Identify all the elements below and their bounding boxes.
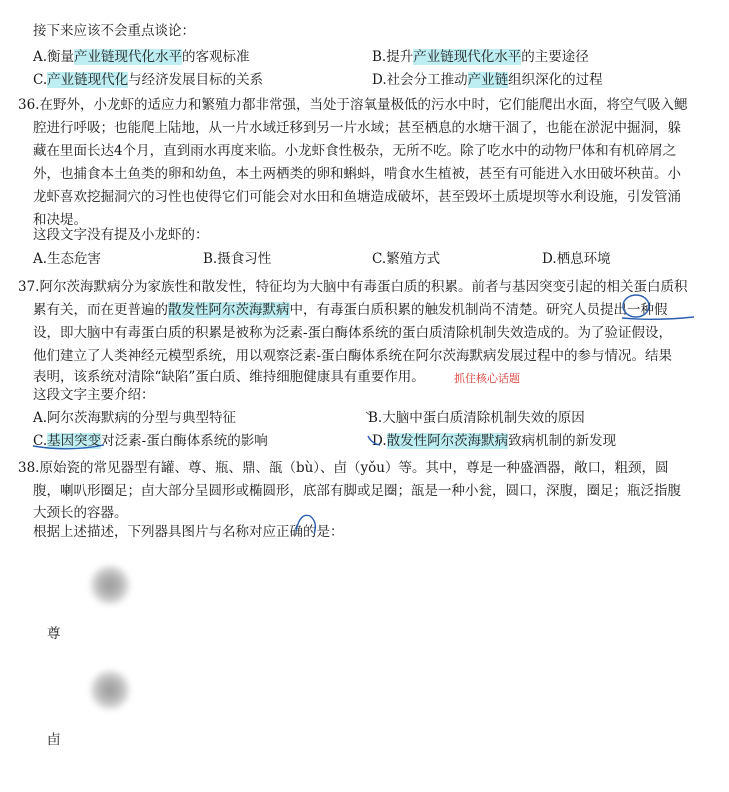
q36-option-a[interactable]: A.生态危害	[33, 251, 102, 267]
highlighted-text: 产业链现代化水平	[413, 49, 522, 65]
q37-line-1: 37.阿尔茨海默病分为家族性和散发性，特征均为大脑中有毒蛋白质的积累。前者与基因突变引起的相关蛋白质积	[18, 279, 688, 295]
option-text: C.	[33, 72, 48, 88]
q36-option-b[interactable]: B.摄食习性	[203, 251, 272, 267]
option-text: B.提升	[372, 49, 414, 65]
q35-option-d[interactable]	[372, 71, 603, 89]
q37-option-d[interactable]	[372, 432, 616, 450]
q35-option-a[interactable]	[33, 48, 250, 66]
highlighted-text: 散发性阿尔茨海默病	[386, 433, 509, 449]
q36-line-1: 36.在野外，小龙虾的适应力和繁殖力都非常强，当处于溶氧量极低的污水中时，它们能爬出水面，将空气吸入鳃	[18, 97, 688, 113]
option-text: 的客观标准	[182, 49, 250, 65]
q35-option-c[interactable]	[33, 71, 263, 89]
q36-prompt: 这段文字没有提及小龙虾的：	[33, 227, 209, 243]
q37-option-a[interactable]: A.阿尔茨海默病的分型与典型特征	[33, 410, 237, 426]
option-text: D.社会分工推动	[372, 72, 468, 88]
option-text: 致病机制的新发现	[508, 433, 617, 449]
q36-option-d[interactable]: D.栖息环境	[542, 251, 611, 267]
q36-option-c[interactable]: C.繁殖方式	[372, 251, 441, 267]
q36-line-3: 藏在里面长达4个月，直到雨水再度来临。小龙虾食性极杂，无所不吃。除了吃水中的动物尸体和有机碎屑之	[33, 143, 677, 159]
highlighted-text: 产业链现代化水平	[74, 49, 183, 65]
vessel-label-zun: 尊	[47, 626, 61, 642]
q37-line-4: 他们建立了人类神经元模型系统，用以观察泛素-蛋白酶体系统在阿尔茨海默病发展过程中的参与情况。结果	[33, 348, 673, 364]
highlighted-text: 散发性阿尔茨海默病	[168, 302, 290, 318]
option-text: D.	[372, 433, 387, 449]
q38-line-3: 大颈长的容器。	[33, 505, 128, 521]
highlighted-text: 产业链现代化	[47, 72, 129, 88]
q38-prompt: 根据上述描述，下列器具图片与名称对应正确的是：	[33, 524, 344, 540]
q36-line-2: 腔进行呼吸；也能爬上陆地，从一片水域迁移到另一片水域；甚至栖息的水塘干涸了，也能在淤泥中掘洞，躲	[33, 120, 681, 136]
q35-prompt: 接下来应该不会重点谈论：	[33, 23, 195, 39]
highlighted-text: 产业链	[467, 72, 509, 88]
q36-line-5: 龙虾喜欢挖掘洞穴的习性也使得它们可能会对水田和鱼塘造成破坏，甚至毁坏土质堤坝等水利设施，引发管涌	[33, 189, 681, 205]
q36-line-6: 和决堤。	[33, 212, 87, 228]
option-text: 与经济发展目标的关系	[128, 72, 264, 88]
option-text: 对泛素-蛋白酶体系统的影响	[101, 433, 268, 449]
highlighted-text: 基因突变	[47, 433, 102, 449]
body-text: 中，有毒蛋白质积累的触发机制尚不清楚。研究人员	[289, 302, 600, 318]
q37-line-3: 设，即大脑中有毒蛋白质的积累是被称为泛素-蛋白酶体系统的蛋白质清除机制失效造成的。为了验证假设，	[33, 325, 673, 341]
q38-line-2: 腹，喇叭形圈足；卣大部分呈圆形或椭圆形，底部有脚或足圈；瓿是一种小瓮，圆口，深腹，圈足；瓶泛指腹	[33, 483, 681, 499]
option-text: 组织深化的过程	[508, 72, 603, 88]
q37-line-5: 表明，该系统对清除“缺陷”蛋白质、维持细胞健康具有重要作用。	[33, 369, 425, 385]
q37-option-c[interactable]	[33, 432, 268, 450]
underlined-text: 提出一种假	[600, 302, 668, 318]
q37-prompt: 这段文字主要介绍：	[33, 387, 155, 403]
q37-option-b[interactable]: B.大脑中蛋白质清除机制失效的原因	[368, 410, 585, 426]
vessel-image-you[interactable]	[90, 670, 130, 710]
vessel-label-you: 卣	[47, 732, 61, 748]
body-text: 累有关，而在更普遍的	[33, 302, 168, 318]
q38-line-1: 38.原始瓷的常见器型有罐、尊、瓶、鼎、瓿（bù）、卣（yǒu）等。其中，尊是一种盛酒器，敞口，粗颈，圆	[18, 460, 669, 476]
option-text: C.	[33, 433, 48, 449]
q37-line-2	[33, 301, 668, 319]
option-text: A.衡量	[33, 49, 75, 65]
option-text: 的主要途径	[521, 49, 589, 65]
handwritten-annotation: 抓住核心话题	[454, 372, 520, 385]
q36-line-4: 外，也捕食本土鱼类的卵和幼鱼，本土两栖类的卵和蝌蚪，啃食水生植被，甚至有可能进入水田破坏秧苗。小	[33, 166, 681, 182]
vessel-image-zun[interactable]	[90, 565, 130, 605]
q35-option-b[interactable]	[372, 48, 589, 66]
